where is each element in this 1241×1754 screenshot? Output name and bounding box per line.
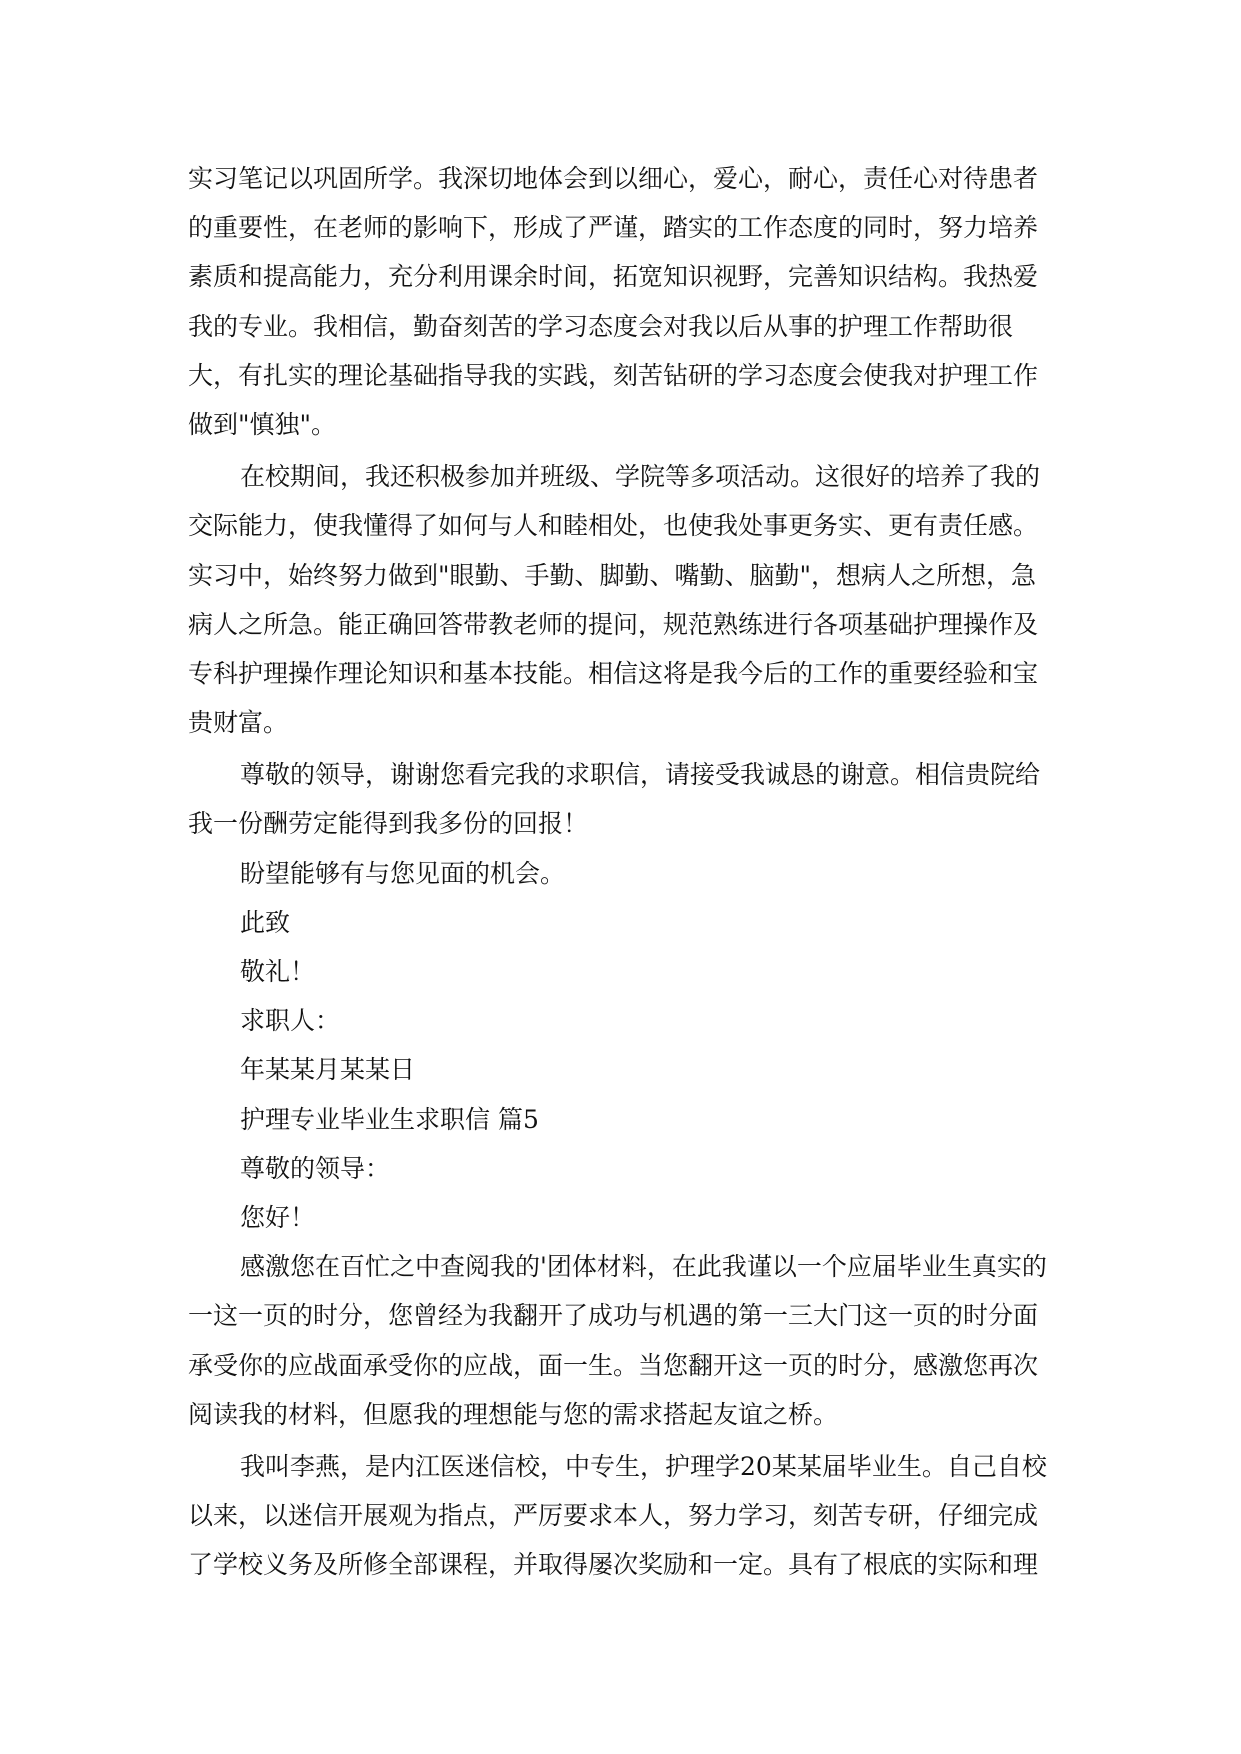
text-line: 我的专业。我相信，勤奋刻苦的学习态度会对我以后从事的护理工作帮助很 (188, 311, 1014, 341)
signature-applicant: 求职人： (240, 1006, 341, 1036)
text-line: 实习笔记以巩固所学。我深切地体会到以细心，爱心，耐心，责任心对待患者 (188, 164, 1039, 193)
text-line: 了学校义务及所修全部课程，并取得屡次奖励和一定。具有了根底的实际和理 (188, 1550, 1039, 1580)
text-line: 以来，以迷信开展观为指点，严厉要求本人，努力学习，刻苦专研，仔细完成 (188, 1501, 1039, 1531)
text-line: 在校期间，我还积极参加并班级、学院等多项活动。这很好的培养了我的 (240, 462, 1041, 492)
closing-salutation: 此致 (240, 907, 291, 937)
text-line: 感激您在百忙之中查阅我的'团体材料，在此我谨以一个应届毕业生真实的 (240, 1252, 1047, 1282)
signature-date: 年某某月某某日 (240, 1055, 416, 1085)
closing-regards: 敬礼！ (240, 957, 316, 986)
text-line: 实习中，始终努力做到"眼勤、手勤、脚勤、嘴勤、脑勤"，想病人之所想，急 (188, 560, 1037, 590)
paragraph-intro (188, 1442, 1054, 1590)
text-line: 贵财富。 (188, 708, 289, 738)
text-line: 的重要性，在老师的影响下，形成了严谨，踏实的工作态度的同时，努力培养 (188, 213, 1039, 243)
text-line: 病人之所急。能正确回答带教老师的提问，规范熟练进行各项基础护理操作及 (188, 609, 1039, 639)
text-line: 承受你的应战面承受你的应战，面一生。当您翻开这一页的时分，感激您再次 (188, 1350, 1039, 1380)
text-line: 素质和提高能力，充分利用课余时间，拓宽知识视野，完善知识结构。我热爱 (188, 262, 1039, 292)
paragraph-campus (188, 452, 1054, 747)
text-line: 交际能力，使我懂得了如何与人和睦相处，也使我处事更务实、更有责任感。 (188, 511, 1039, 541)
text-line: 做到"慎独"。 (188, 409, 336, 439)
text-line: 我叫李燕，是内江医迷信校，中专生，护理学20某某届毕业生。自己自校 (240, 1451, 1047, 1481)
text-line: 专科护理操作理论知识和基本技能。相信这将是我今后的工作的重要经验和宝 (188, 658, 1039, 688)
text-line: 尊敬的领导，谢谢您看完我的求职信，请接受我诚恳的谢意。相信贵院给 (240, 760, 1041, 790)
greeting-hello: 您好！ (240, 1202, 316, 1232)
text-line: 大，有扎实的理论基础指导我的实践，刻苦钻研的学习态度会使我对护理工作 (188, 360, 1039, 390)
text-line: 我一份酬劳定能得到我多份的回报！ (188, 809, 589, 839)
greeting-recipient: 尊敬的领导： (240, 1153, 391, 1183)
paragraph-thanks (188, 750, 1054, 848)
letter-body (188, 154, 1054, 1589)
text-line: 阅读我的材料，但愿我的理想能与您的需求搭起友谊之桥。 (188, 1399, 839, 1429)
section-title: 护理专业毕业生求职信 篇5 (240, 1104, 539, 1134)
closing-hope: 盼望能够有与您见面的机会。 (240, 858, 566, 888)
paragraph-gratitude (188, 1242, 1054, 1439)
paragraph-study (188, 154, 1054, 449)
text-line: 一这一页的时分，您曾经为我翻开了成功与机遇的第一三大门这一页的时分面 (188, 1301, 1039, 1331)
